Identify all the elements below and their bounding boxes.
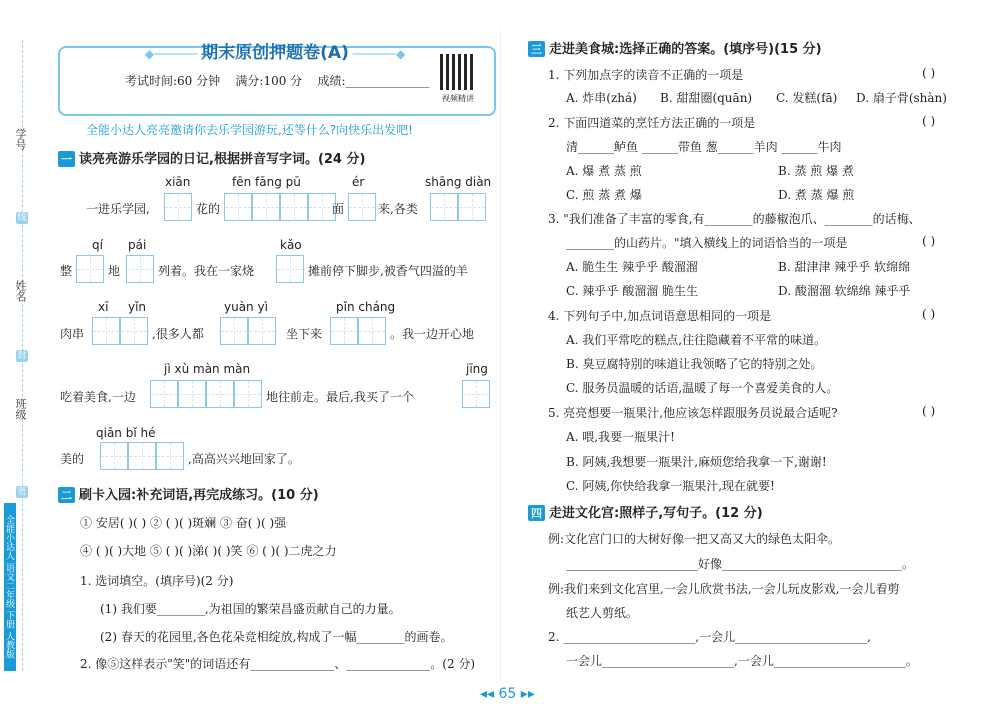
text: 摊前停下脚步,被香气四溢的羊 [308, 264, 468, 278]
answer-cell[interactable] [100, 442, 128, 470]
text: ,高高兴兴地回家了。 [188, 452, 300, 466]
answer-paren[interactable]: ( ) [922, 307, 936, 321]
answer-cell[interactable] [92, 317, 120, 345]
class-label: 班级 [14, 398, 27, 420]
idiom-row-1: ① 安居( )( ) ② ( )( )斑斓 ③ 奋( )( )强 [80, 516, 287, 530]
pinyin: pǐn cháng [336, 300, 396, 314]
answer-cell[interactable] [76, 255, 104, 283]
option[interactable]: B. 甜甜圈(quān) [660, 91, 753, 105]
sec2-q2: 2. 像⑤这样表示"笑"的词语还有______________、______________。(2 分) [80, 657, 476, 671]
section-4-heading: 四 走进文化宫:照样子,写句子。(12 分) [528, 502, 763, 521]
pinyin: yǐn [128, 300, 147, 314]
answer-line[interactable]: 2. ______________________,一会儿______________________, [548, 630, 871, 644]
option[interactable]: C. 煎 蒸 煮 爆 [566, 188, 642, 202]
pinyin: jīng [466, 362, 488, 376]
answer-cell[interactable] [252, 193, 280, 221]
option[interactable]: D. 酸溜溜 软绵绵 辣乎乎 [778, 284, 911, 298]
option[interactable]: A. 脆生生 辣乎乎 酸溜溜 [566, 260, 698, 274]
answer-paren[interactable]: ( ) [922, 66, 936, 80]
option[interactable]: B. 阿姨,我想要一瓶果汁,麻烦您给我拿一下,谢谢! [566, 455, 827, 469]
text: 。我一边开心地 [390, 327, 475, 341]
answer-cell[interactable] [430, 193, 458, 221]
page-title: ◆────── 期末原创押题卷(A) ──────◆ [144, 43, 406, 63]
slogan: 全能小达人亮亮邀请你去乐学园游玩,还等什么?向快乐出发吧! [86, 123, 413, 137]
name-label: 姓名 [14, 280, 27, 302]
pinyin: qiān bǐ hé [96, 426, 156, 440]
seal-mark-2: 封 [17, 351, 27, 361]
sec2-q1a: (1) 我们要________,为祖国的繁荣昌盛贡献自己的力量。 [100, 602, 401, 616]
answer-cell[interactable] [280, 193, 308, 221]
answer-cell[interactable] [462, 380, 490, 408]
option[interactable]: D. 煮 蒸 爆 煎 [778, 188, 855, 202]
answer-cell[interactable] [330, 317, 358, 345]
answer-cell[interactable] [358, 317, 386, 345]
sec3-q3b: ________的山药片。"填入横线上的词语恰当的一项是 [566, 236, 848, 250]
idiom-row-2: ④ ( )( )大地 ⑤ ( )( )涕( )( )笑 ⑥ ( )( )二虎之力 [80, 544, 337, 558]
pinyin: pái [128, 238, 147, 252]
answer-line[interactable]: 一会儿______________________,一会儿______________________。 [566, 654, 918, 668]
pinyin: jì xù màn màn [164, 362, 251, 376]
qr-code-icon[interactable] [440, 54, 476, 90]
answer-cell[interactable] [458, 193, 486, 221]
seal-mark-1: 线 [17, 213, 27, 223]
section-1-heading: 一 读亮亮游乐学园的日记,根据拼音写字词。(24 分) [58, 148, 365, 167]
answer-paren[interactable]: ( ) [922, 114, 936, 128]
answer-paren[interactable]: ( ) [922, 404, 936, 418]
text: 花的 [196, 202, 221, 216]
text: 一进乐学园, [86, 202, 150, 216]
example-2: 例:我们来到文化宫里,一会儿欣赏书法,一会儿玩皮影戏,一会儿看剪 [548, 582, 900, 596]
text: 吃着美食,一边 [60, 390, 136, 404]
answer-paren[interactable]: ( ) [922, 234, 936, 248]
answer-cell[interactable] [348, 193, 376, 221]
option[interactable]: A. 喂,我要一瓶果汁! [566, 430, 675, 444]
pinyin: fēn fāng pū [232, 175, 301, 189]
option[interactable]: A. 我们平常吃的糕点,往往隐藏着不平常的味道。 [566, 333, 827, 347]
option[interactable]: C. 服务员温暖的话语,温暖了每一个喜爱美食的人。 [566, 381, 839, 395]
sec3-q2: 2. 下面四道菜的烹饪方法正确的一项是 [548, 116, 756, 130]
seal-mark-3: 密 [17, 487, 27, 497]
answer-cell[interactable] [150, 380, 178, 408]
answer-cell[interactable] [248, 317, 276, 345]
text: 美的 [60, 452, 85, 466]
option[interactable]: B. 甜津津 辣乎乎 软绵绵 [778, 260, 911, 274]
answer-cell[interactable] [206, 380, 234, 408]
answer-cell[interactable] [178, 380, 206, 408]
student-no-label: 学号 [14, 128, 27, 150]
full-score: 满分:100 分 [235, 74, 303, 88]
pinyin: yuàn yì [224, 300, 268, 314]
pinyin: kǎo [280, 238, 302, 252]
exam-info: 考试时间:60 分钟 满分:100 分 成绩:______________ [125, 74, 430, 88]
sec2-q1: 1. 选词填空。(填序号)(2 分) [80, 574, 234, 588]
sec3-q1: 1. 下列加点字的读音不正确的一项是 [548, 68, 744, 82]
answer-cell[interactable] [220, 317, 248, 345]
option[interactable]: C. 发糕(fā) [776, 91, 838, 105]
section-2-heading: 二 刷卡入园:补充词语,再完成练习。(10 分) [58, 484, 319, 503]
answer-cell[interactable] [156, 442, 184, 470]
sec3-q5: 5. 亮亮想要一瓶果汁,他应该怎样跟服务员说最合适呢? [548, 406, 838, 420]
option[interactable]: C. 辣乎乎 酸溜溜 脆生生 [566, 284, 699, 298]
pinyin: qí [92, 238, 103, 252]
text: 地往前走。最后,我买了一个 [266, 390, 414, 404]
pinyin: xī [98, 300, 109, 314]
score-label: 成绩: [317, 74, 346, 88]
text: 来,各类 [378, 202, 418, 216]
text: 面 [332, 202, 345, 216]
sec3-q4: 4. 下列句子中,加点词语意思相同的一项是 [548, 309, 772, 323]
text: ,很多人都 [152, 327, 204, 341]
pinyin: xiān [165, 175, 191, 189]
option[interactable]: A. 爆 煮 蒸 煎 [566, 164, 642, 178]
series-label: 全能小达人 语文二年级 下册 人教版 [4, 503, 16, 671]
text: 地 [108, 264, 121, 278]
text: 坐下来 [286, 327, 323, 341]
exam-time: 考试时间:60 分钟 [125, 74, 221, 88]
page-divider [500, 30, 501, 680]
pinyin: shāng diàn [425, 175, 492, 189]
section-3-heading: 三 走进美食城:选择正确的答案。(填序号)(15 分) [528, 38, 822, 57]
text: 列着。我在一家烧 [158, 264, 255, 278]
answer-cell[interactable] [120, 317, 148, 345]
example-2b: 纸艺人剪纸。 [566, 606, 639, 620]
answer-cell[interactable] [128, 442, 156, 470]
pinyin: ér [352, 175, 365, 189]
binding-strip [0, 0, 44, 711]
answer-cell[interactable] [164, 193, 192, 221]
page-number: ◂◂ 65 ▸▸ [480, 686, 535, 702]
sec3-q3: 3. "我们准备了丰富的零食,有________的藤椒泡爪、________的话梅、 [548, 212, 921, 226]
text: 整 [60, 264, 73, 278]
answer-cell[interactable] [276, 255, 304, 283]
answer-cell[interactable] [126, 255, 154, 283]
example-1: 例:文化宫门口的大树好像一把又高又大的绿色太阳伞。 [548, 532, 841, 546]
option[interactable]: D. 扇子骨(shàn) [856, 91, 947, 105]
option[interactable]: B. 臭豆腐特别的味道让我领略了它的特别之处。 [566, 357, 823, 371]
answer-cell[interactable] [234, 380, 262, 408]
text: 肉串 [60, 327, 85, 341]
answer-cell[interactable] [224, 193, 252, 221]
qr-caption: 视频精讲 [442, 94, 474, 103]
answer-line[interactable]: ______________________好像______________________________。 [566, 557, 915, 571]
option[interactable]: A. 炸串(zhá) [566, 91, 637, 105]
option[interactable]: B. 蒸 煎 爆 煮 [778, 164, 854, 178]
option[interactable]: C. 阿姨,你快给我拿一瓶果汁,现在就要! [566, 479, 775, 493]
sec3-q2-stem: 清______鲈鱼 ______带鱼 葱______羊肉 ______牛肉 [566, 140, 842, 154]
sec2-q1b: (2) 春天的花园里,各色花朵竞相绽放,构成了一幅________的画卷。 [100, 630, 453, 644]
